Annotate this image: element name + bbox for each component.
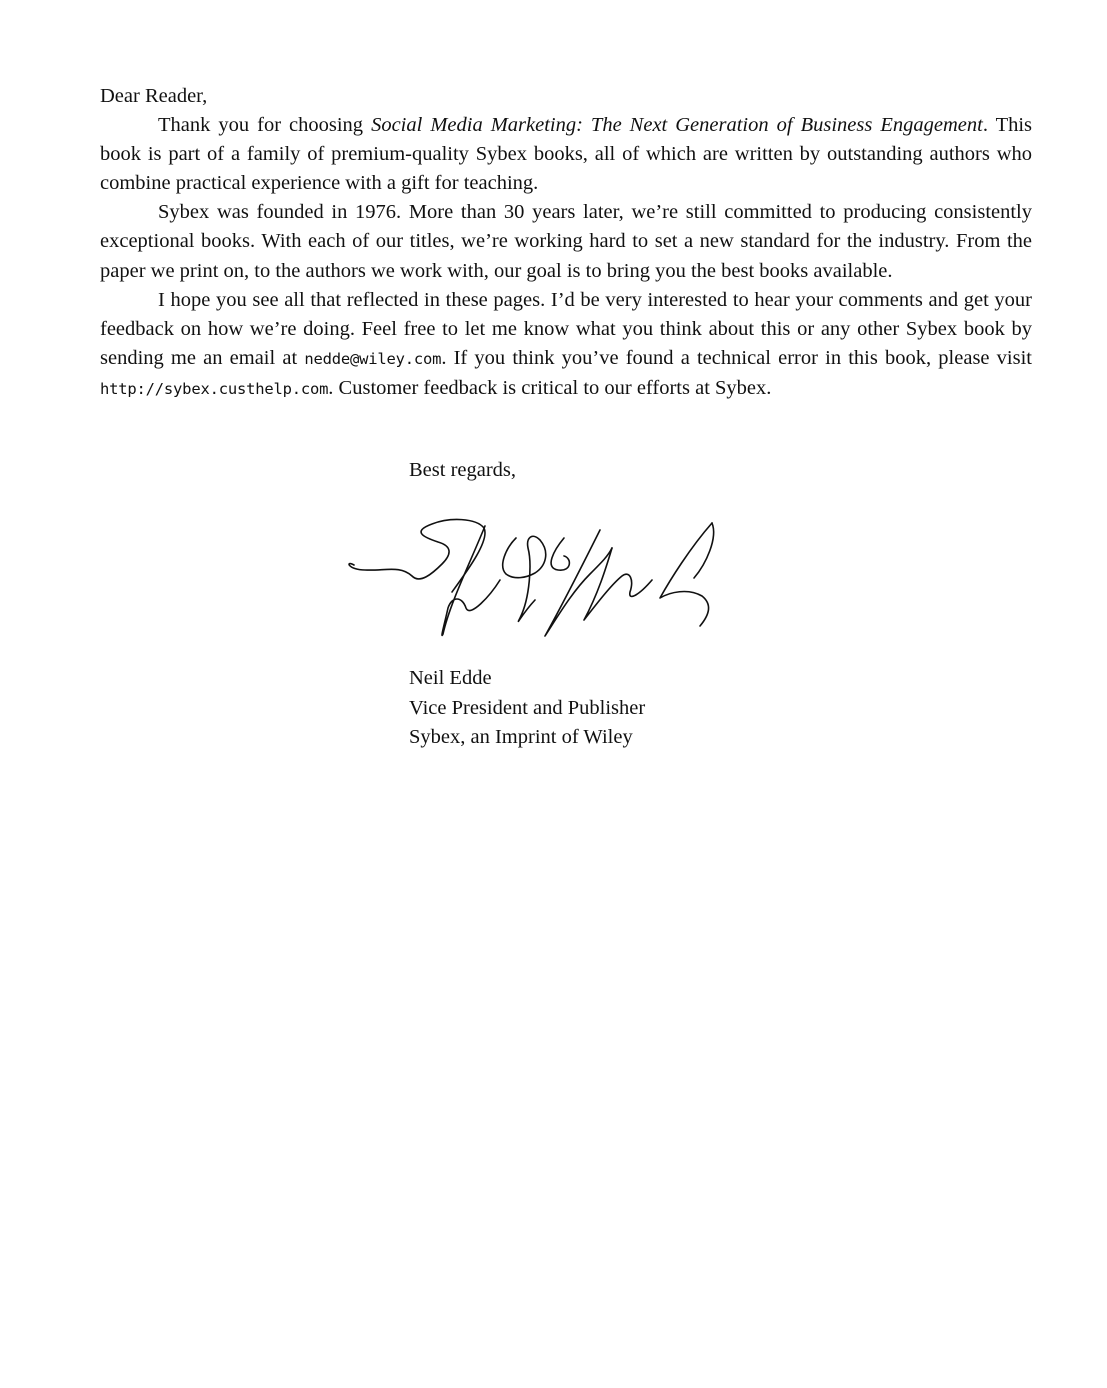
book-title: Social Media Marketing: The Next Generation of Business Engagement [371, 114, 983, 137]
signatory-name: Neil Edde [409, 667, 492, 689]
paragraph-feedback [100, 286, 1032, 404]
closing: Best regards, [409, 459, 517, 481]
support-url-link[interactable]: http://sybex.custhelp.com [100, 379, 329, 398]
letter-body [100, 82, 1032, 404]
salutation: Dear Reader, [100, 85, 208, 107]
email-link[interactable]: nedde@wiley.com [304, 349, 442, 368]
handwritten-signature [340, 508, 730, 648]
intro-text-before: Thank you for choosing [158, 114, 372, 137]
signatory-company: Sybex, an Imprint of Wiley [409, 726, 633, 749]
paragraph-history: Sybex was founded in 1976. More than 30 years later, we’re still committed to producing consistently exceptional books. With each of our titles, we’re working hard to set a new standard for the industry. From the paper we print on, to the authors we work with, our goal is to bring you the best books available. [100, 201, 1032, 282]
intro-text-after: . This book is part of a family of premium-quality Sybex books, all of which are written by outstanding authors who combine practical experience with a gift for teaching. [100, 114, 1033, 195]
feedback-text-3: . Customer feedback is critical to our efforts at Sybex. [328, 376, 772, 399]
paragraph-intro [100, 111, 1032, 198]
feedback-text-2: . If you think you’ve found a technical error in this book, please visit [441, 346, 1033, 369]
signatory-title: Vice President and Publisher [409, 696, 646, 719]
feedback-text-1: I hope you see all that reflected in these pages. I’d be very interested to hear your comments and get your feedback on how we’re doing. Feel free to let me know what you think about this or any other Sybex book by sending me an email at [100, 288, 1032, 369]
signature-block [409, 664, 645, 753]
